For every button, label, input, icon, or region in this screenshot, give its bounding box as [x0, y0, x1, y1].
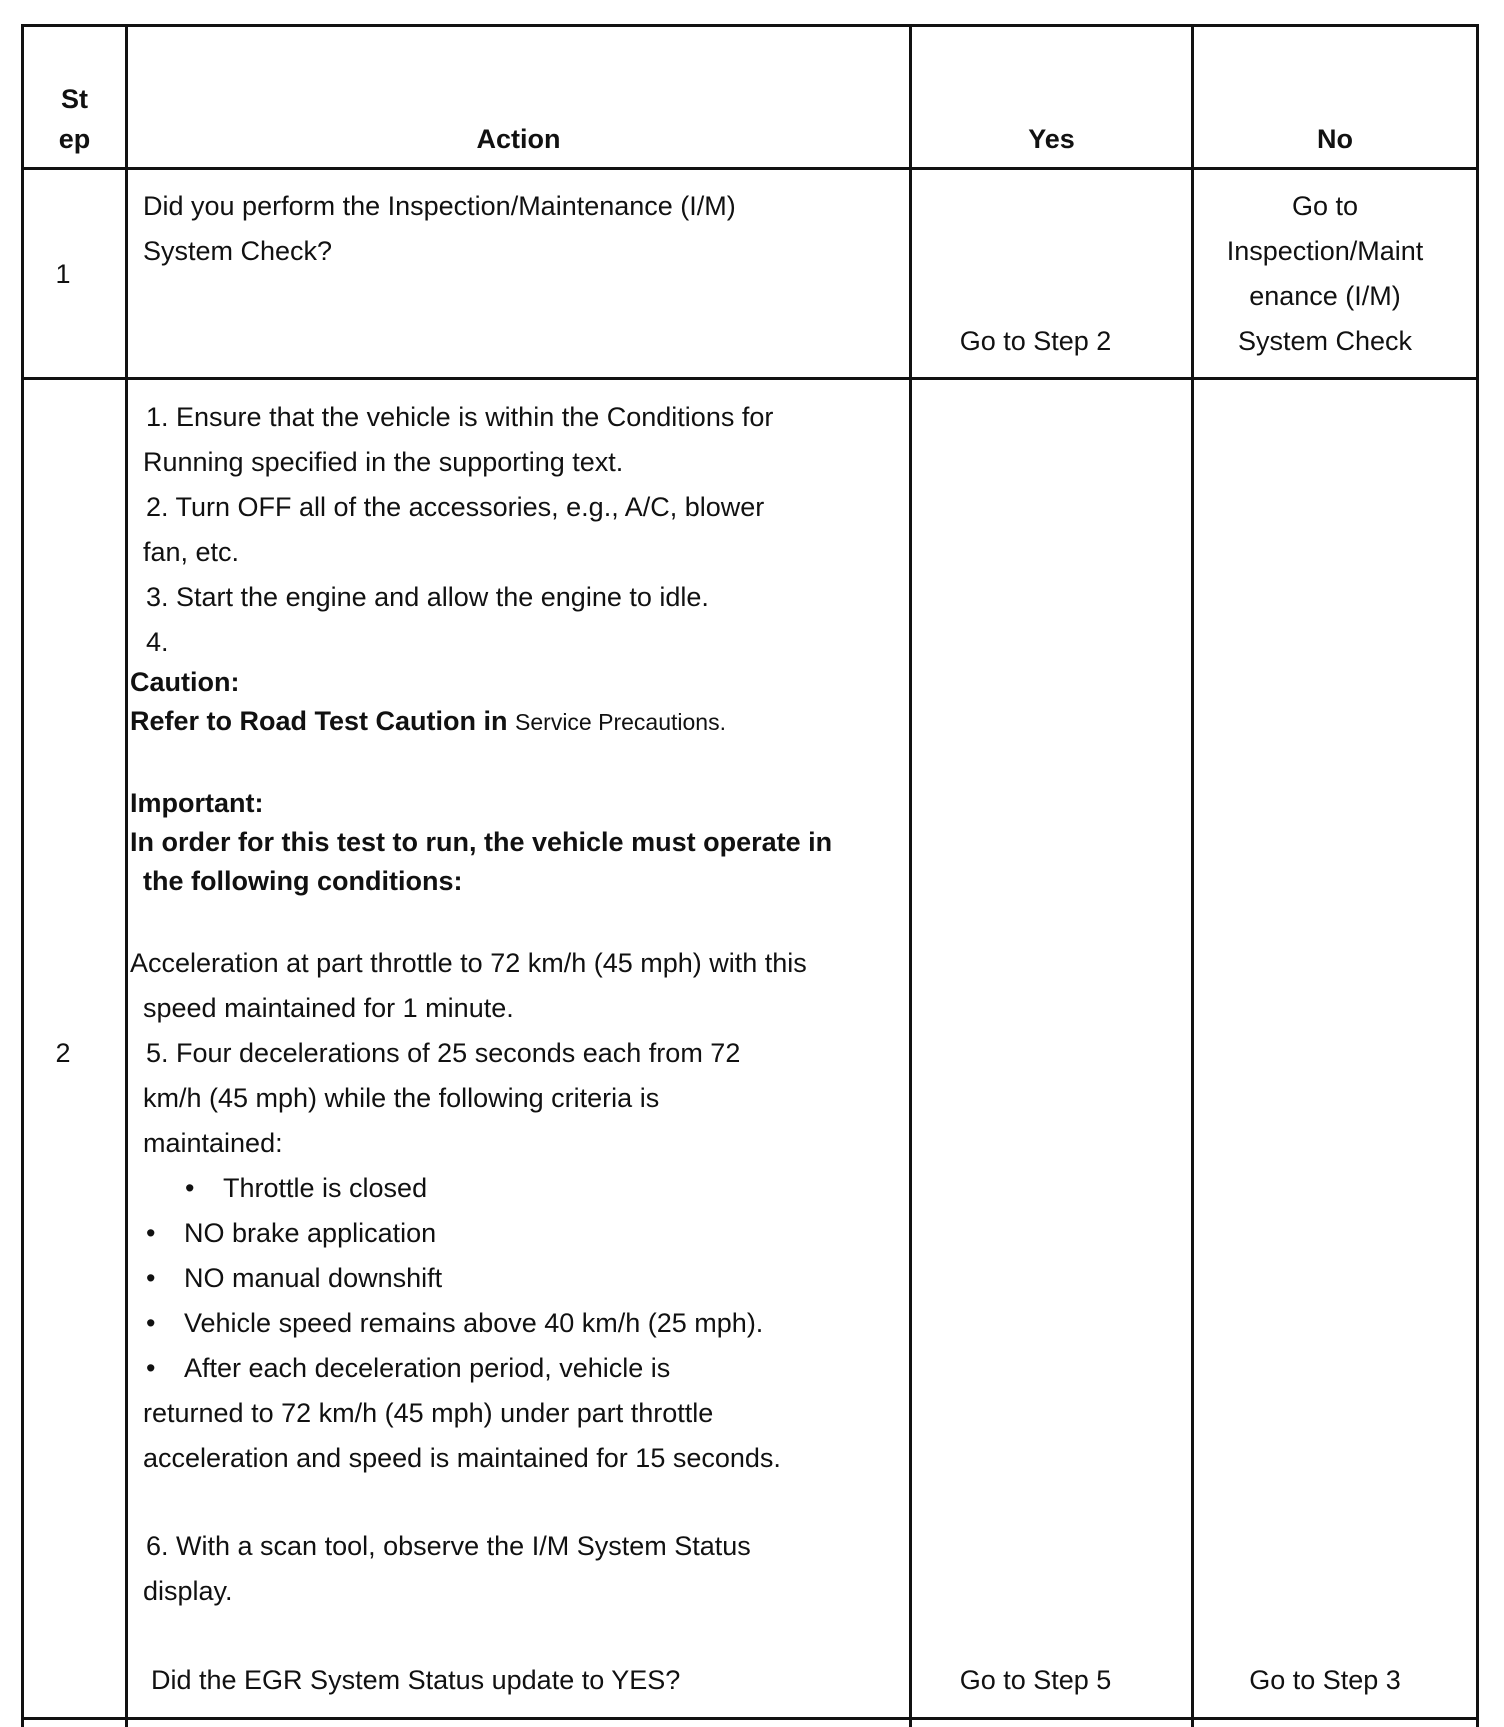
- bullet-icon: •: [185, 1173, 195, 1203]
- row-1-action-line: Did you perform the Inspection/Maintenance (I/M): [143, 191, 736, 221]
- action-line: 4.: [146, 627, 169, 657]
- action-line: 5. Four decelerations of 25 seconds each from 72: [146, 1038, 741, 1068]
- list-item: [146, 1346, 670, 1391]
- row-1-yes: Go to Step 2: [959, 326, 1112, 356]
- bullet-icon: •: [146, 1263, 156, 1293]
- bullet-icon: •: [146, 1308, 156, 1338]
- list-item-text: Throttle is closed: [223, 1173, 428, 1203]
- list-item: [146, 1301, 763, 1346]
- column-divider-action-yes: [909, 24, 912, 1727]
- bullet-icon: •: [146, 1353, 156, 1383]
- row-2-yes: Go to Step 5: [959, 1665, 1112, 1695]
- caution-title: Caution:: [130, 667, 240, 697]
- action-line: Acceleration at part throttle to 72 km/h (45 mph) with this: [130, 948, 807, 978]
- action-line: km/h (45 mph) while the following criteria is: [143, 1083, 660, 1113]
- step-question: Did the EGR System Status update to YES?: [151, 1665, 681, 1695]
- important-line: the following conditions:: [143, 866, 463, 896]
- list-item: [146, 1256, 442, 1301]
- caution-text: [130, 701, 726, 742]
- action-line: 1. Ensure that the vehicle is within the Conditions for: [146, 402, 774, 432]
- table-border-top: [21, 24, 1479, 27]
- row-1-no-line: Inspection/Maint: [1226, 236, 1424, 266]
- list-item: [185, 1166, 427, 1211]
- step-number-2: 2: [55, 1038, 71, 1068]
- header-yes: Yes: [1028, 124, 1075, 154]
- header-no: No: [1317, 124, 1353, 154]
- header-divider: [21, 167, 1479, 170]
- action-line: 6. With a scan tool, observe the I/M System Status: [146, 1531, 751, 1561]
- row-1-action-line: System Check?: [143, 236, 333, 266]
- action-line: 3. Start the engine and allow the engine to idle.: [146, 582, 709, 612]
- list-item-text: Vehicle speed remains above 40 km/h (25 mph).: [184, 1308, 764, 1338]
- row-1-no-line: enance (I/M): [1249, 281, 1401, 311]
- action-line: returned to 72 km/h (45 mph) under part throttle: [143, 1398, 714, 1428]
- header-step: St ep: [58, 84, 91, 154]
- row-1-no-line: Go to: [1291, 191, 1359, 221]
- step-number-1: 1: [55, 259, 71, 289]
- list-item-text: NO brake application: [184, 1218, 437, 1248]
- list-item: [146, 1211, 436, 1256]
- important-title: Important:: [130, 788, 264, 818]
- action-line: acceleration and speed is maintained for 15 seconds.: [143, 1443, 781, 1473]
- caution-text-label: Refer to Road Test Caution in: [130, 706, 508, 736]
- column-divider-step-action: [125, 24, 128, 1727]
- action-line: maintained:: [143, 1128, 283, 1158]
- row-1-no-line: System Check: [1237, 326, 1413, 356]
- bullet-icon: •: [146, 1218, 156, 1248]
- row-divider: [21, 377, 1479, 380]
- table-border-right: [1476, 24, 1479, 1727]
- important-line: In order for this test to run, the vehicle must operate in: [130, 827, 833, 857]
- action-line: speed maintained for 1 minute.: [143, 993, 514, 1023]
- service-precautions-link[interactable]: Service Precautions.: [515, 709, 726, 735]
- header-action: Action: [476, 124, 561, 154]
- list-item-text: After each deceleration period, vehicle is: [184, 1353, 671, 1383]
- action-line: Running specified in the supporting text.: [143, 447, 624, 477]
- action-line: display.: [143, 1576, 233, 1606]
- action-line: fan, etc.: [143, 537, 240, 567]
- action-line: 2. Turn OFF all of the accessories, e.g., A/C, blower: [146, 492, 765, 522]
- list-item-text: NO manual downshift: [184, 1263, 443, 1293]
- row-2-no: Go to Step 3: [1249, 1665, 1401, 1695]
